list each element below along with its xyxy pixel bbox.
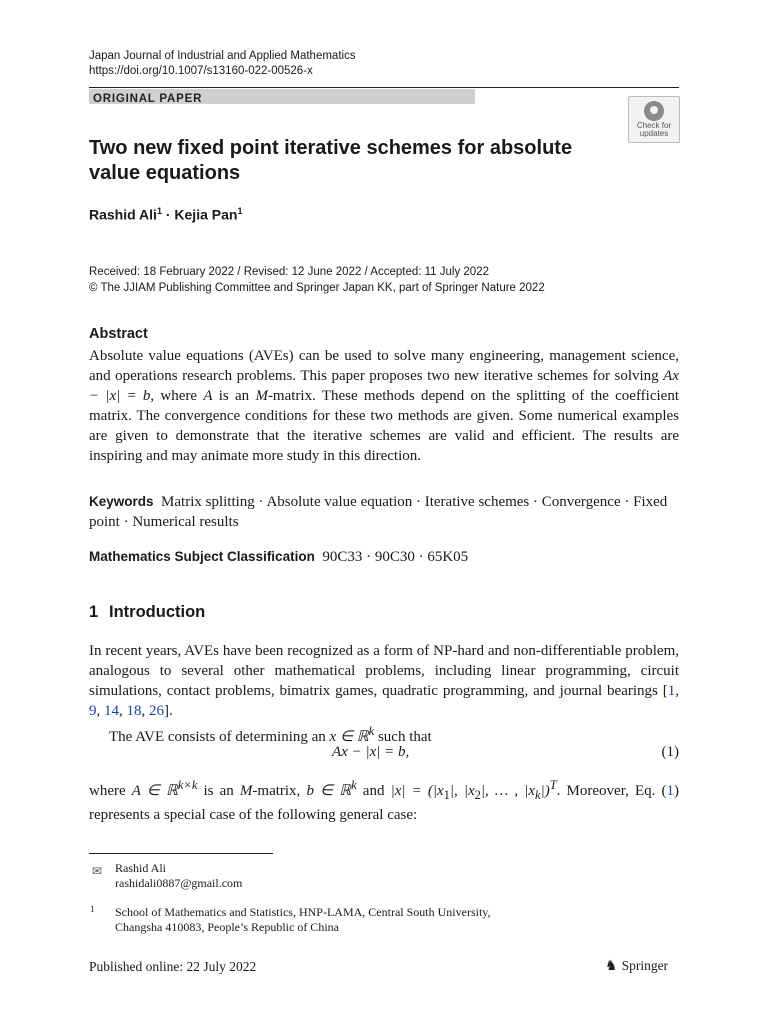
paper-title: Two new fixed point iterative schemes for absolute value equations [89,137,573,184]
author-list [89,206,242,223]
intro-text: ) represents a special case of the following general case: [89,783,679,823]
math-inline: |x| = (|x [390,783,444,799]
article-type: ORIGINAL PAPER [93,93,203,105]
abstract-heading: Abstract [89,326,148,342]
equation-number: (1) [661,744,679,760]
math-sup: k×k [177,778,198,792]
equation-body: Ax − |x| = b, [332,744,410,760]
abstract-part: Absolute value equations (AVEs) can be used to solve many engineering, management science, and operations research problems. This paper proposes two new iterative schemes for solving [89,348,679,384]
corresponding-author [115,861,242,891]
section-title: Introduction [109,603,206,621]
affiliation-number: 1 [90,904,95,914]
intro-paragraph-1: In recent years, AVEs have been recognized as a form of NP-hard and non-differentiable problem, analogous to several other mathematical problems, including linear programming, circuit simulations, contact problems, bimatrix games, quadratic programming, and journal bearings [1, 9, 14, 18, 26]. [89,643,679,719]
abstract-equation: Ax − |x| = b [89,368,679,404]
intro-text: -matrix, [252,783,307,799]
citation-link[interactable]: 1 [667,683,676,699]
math-sup: k [351,778,357,792]
keywords-label: Keywords [89,494,154,509]
history-dates: Received: 18 February 2022 / Revised: 12 June 2022 / Accepted: 11 July 2022 [89,266,489,278]
math-inline: A ∈ ℝ [131,783,178,799]
abstract-var: A [203,388,213,404]
doi-link[interactable]: https://doi.org/10.1007/s13160-022-00526-x [89,65,313,77]
math-inline: |, |x [449,783,475,799]
math-inline: |, … , |x [480,783,536,799]
footnote-rule [89,853,273,854]
publisher-name: Springer [621,958,669,973]
author-1[interactable]: Rashid Ali [89,206,157,223]
math-sup: k [368,724,375,738]
author-2[interactable]: Kejia Pan [174,206,238,223]
intro-paragraph-3 [89,775,679,825]
publication-dates [89,264,545,296]
corresponding-name: Rashid Ali [115,861,167,875]
math-inline: M [239,783,253,799]
author-1-affiliation: 1 [156,206,162,216]
math-inline: |) [540,783,550,799]
citation-link[interactable]: 26 [149,703,164,719]
math-inline: b ∈ ℝ [306,783,352,799]
intro-text: is an [197,783,240,799]
abstract-part: , where [150,388,204,404]
affiliation [115,905,491,935]
citation-link[interactable]: 18 [126,703,142,719]
intro-text: ]. [164,703,173,719]
math-sub: 2 [474,788,481,802]
intro-body [89,641,679,747]
keywords [89,492,679,532]
section-number: 1 [89,603,99,621]
badge-line1: Check for [636,121,672,130]
msc-classification [89,549,468,566]
math-sub: 1 [443,788,450,802]
intro-text: such that [374,729,432,745]
journal-header [89,49,356,79]
math-sub: k [535,788,541,802]
math-sup: T [549,778,557,792]
equation-ref-link[interactable]: 1 [666,783,674,799]
journal-name: Japan Journal of Industrial and Applied Mathematics [89,50,356,62]
intro-text: and [356,783,391,799]
abstract-text [89,346,679,466]
abstract-var: M [255,388,268,404]
springer-horse-icon: ♞ [605,959,618,974]
abstract-part: -matrix. These methods depend on the splitting of the coefficient matrix. The convergence conditions for these two methods are given. Some numerical examples are given to demonstrate that the iterative schemes are valid and efficient. The results are inspiring and may animate more study in this direction. [89,388,679,464]
keywords-text: Matrix splitting · Absolute value equation · Iterative schemes · Convergence · Fixed point · Numerical results [89,494,668,530]
math-inline: x ∈ ℝ [329,729,369,745]
intro-text: where [89,783,132,799]
section-heading [89,603,205,622]
published-online: Published online: 22 July 2022 [89,959,257,974]
author-2-affiliation: 1 [237,206,243,216]
affiliation-line-1: School of Mathematics and Statistics, HNP-LAMA, Central South University, [115,905,491,919]
publisher-logo [605,958,668,975]
msc-codes: 90C33 · 90C30 · 65K05 [322,549,469,565]
corresponding-email[interactable]: rashidali0887@gmail.com [115,876,243,890]
check-updates-badge[interactable] [628,96,680,143]
intro-text: . Moreover, Eq. ( [556,783,667,799]
copyright: © The JJIAM Publishing Committee and Springer Japan KK, part of Springer Nature 2022 [89,282,545,294]
citation-link[interactable]: 9 [89,703,97,719]
intro-text: The AVE consists of determining an [109,729,330,745]
intro-text: In recent years, AVEs have been recognized as a form of NP-hard and non-differentiable problem, analogous to several other mathematical problems, including linear programming, circuit simulations, contact problems, bimatrix games, quadratic programming, and journal bearings [ [89,643,679,699]
check-updates-icon [644,101,664,121]
citation-link[interactable]: 14 [104,703,119,719]
article-type-bar [89,89,475,104]
badge-line2: updates [639,129,669,138]
author-separator: · [161,206,175,223]
abstract-part: is an [212,388,256,404]
envelope-icon[interactable]: ✉ [92,864,103,878]
msc-label: Mathematics Subject Classification [89,549,315,564]
affiliation-line-2: Changsha 410083, People’s Republic of China [115,920,339,934]
header-rule [89,87,679,88]
